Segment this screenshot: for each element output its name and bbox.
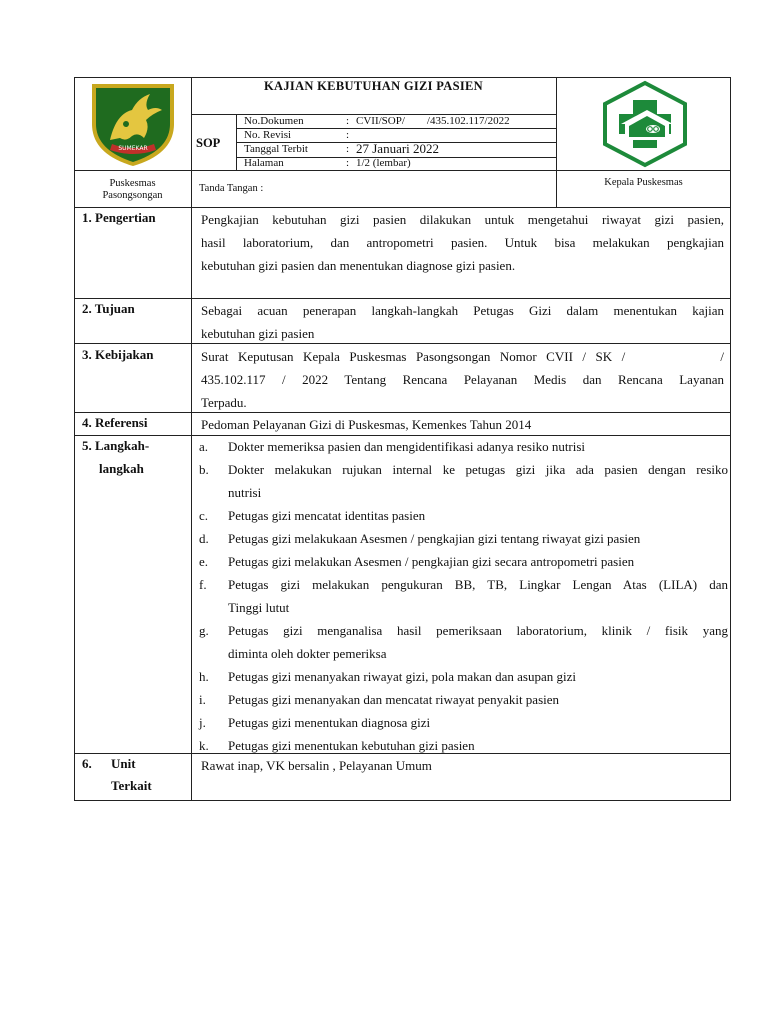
body-label-divider xyxy=(191,207,192,801)
step-letter: a. xyxy=(199,439,209,454)
step-text: Petugas gizi menanyakan riwayat gizi, pola makan dan asupan gizi xyxy=(228,669,576,684)
section-label-langkah-2: langkah xyxy=(99,461,144,476)
puskesmas-label: Puskesmas xyxy=(109,178,156,189)
step-letter: i. xyxy=(199,692,206,707)
head-of-puskesmas-label: Kepala Puskesmas xyxy=(604,177,683,188)
step-text: Dokter melakukan rujukan internal ke petugas gizi jika ada pasien dengan resiko xyxy=(228,462,728,477)
logo-ribbon-text: SUMEKAR xyxy=(118,145,148,152)
pengertian-line-2: hasil laboratorium, dan antropometri pasien. Untuk bisa melakukan pengkajian xyxy=(201,235,724,250)
step-text: Petugas gizi melakukan pengukuran BB, TB, Lingkar Lengan Atas (LILA) dan xyxy=(228,577,728,592)
step-letter: b. xyxy=(199,462,209,477)
pemkab-sumenep-logo-icon xyxy=(86,80,180,168)
step-letter: f. xyxy=(199,577,207,592)
doc-number-sep: : xyxy=(346,115,350,127)
step-text: Petugas gizi menanyakan dan mencatat riwayat penyakit pasien xyxy=(228,692,560,707)
section-label-unit-2: Terkait xyxy=(111,778,152,793)
doc-number-value: CVII/SOP/ /435.102.117/2022 xyxy=(356,115,510,127)
step-text: Petugas gizi menganalisa hasil pemeriksaan laboratorium, klinik / fisik yang xyxy=(228,623,728,638)
header-border-right xyxy=(730,77,731,208)
header-divider-1 xyxy=(191,77,192,208)
page-value: 1/2 (lembar) xyxy=(356,157,411,169)
step-letter: c. xyxy=(199,508,209,523)
step-text: Petugas gizi melakukaan Asesmen / pengkajian gizi tentang riwayat gizi pasien xyxy=(228,531,641,546)
step-letter: d. xyxy=(199,531,209,546)
header-divider-2 xyxy=(556,77,557,208)
referensi-text: Pedoman Pelayanan Gizi di Puskesmas, Kemenkes Tahun 2014 xyxy=(201,417,532,432)
section-label-unit-1: Unit xyxy=(111,756,136,771)
section-label-pengertian: 1. Pengertian xyxy=(82,210,156,225)
doc-number-label: No.Dokumen xyxy=(244,115,304,127)
page-label: Halaman xyxy=(244,157,284,169)
steps-list xyxy=(199,436,729,752)
step-text: diminta oleh dokter pemeriksa xyxy=(228,646,387,661)
tujuan-line-1: Sebagai acuan penerapan langkah-langkah Petugas Gizi dalam menentukan kajian xyxy=(201,303,724,318)
step-text: Petugas gizi mencatat identitas pasien xyxy=(228,508,426,523)
puskesmas-name: Pasongsongan xyxy=(102,190,163,201)
issue-date-sep: : xyxy=(346,143,350,155)
body-border-bottom xyxy=(74,800,731,801)
tujuan-line-2: kebutuhan gizi pasien xyxy=(201,326,315,341)
step-letter: e. xyxy=(199,554,209,569)
signature-label: Tanda Tangan : xyxy=(199,183,264,194)
step-letter: g. xyxy=(199,623,209,638)
body-border-left xyxy=(74,207,75,801)
page-sep: : xyxy=(346,157,350,169)
step-text: Petugas gizi menentukan kebutuhan gizi pasien xyxy=(228,738,475,753)
document-title: KAJIAN KEBUTUHAN GIZI PASIEN xyxy=(264,79,483,93)
section-label-referensi: 4. Referensi xyxy=(82,415,148,430)
pengertian-line-3: kebutuhan gizi pasien dan menentukan diagnose gizi pasien. xyxy=(201,258,516,273)
issue-date-label: Tanggal Terbit xyxy=(244,143,308,155)
kebijakan-line-1: Surat Keputusan Kepala Puskesmas Pasongsongan Nomor CVII / SK / / xyxy=(201,349,724,364)
revision-label: No. Revisi xyxy=(244,129,292,141)
section-label-langkah-1: 5. Langkah- xyxy=(82,438,150,453)
revision-sep: : xyxy=(346,129,350,141)
step-text: Petugas gizi melakukan Asesmen / pengkajian gizi secara antropometri pasien xyxy=(228,554,635,569)
unit-text: Rawat inap, VK bersalin , Pelayanan Umum xyxy=(201,758,432,773)
puskesmas-logo-icon xyxy=(599,80,691,168)
section-label-unit-number: 6. xyxy=(82,756,92,771)
step-letter: k. xyxy=(199,738,209,753)
step-text: Tinggi lutut xyxy=(228,600,290,615)
kebijakan-line-3: Terpadu. xyxy=(201,395,247,410)
header-border-top xyxy=(74,77,731,78)
step-text: Dokter memeriksa pasien dan mengidentifikasi adanya resiko nutrisi xyxy=(228,439,586,454)
kebijakan-line-2: 435.102.117 / 2022 Tentang Rencana Pelayanan Medis dan Rencana Layanan xyxy=(201,372,724,387)
body-border-right xyxy=(730,207,731,801)
step-text: nutrisi xyxy=(228,485,262,500)
issue-date-value: 27 Januari 2022 xyxy=(356,141,440,156)
step-letter: h. xyxy=(199,669,209,684)
pengertian-line-1: Pengkajian kebutuhan gizi pasien dilakukan untuk mengetahui riwayat gizi pasien, xyxy=(201,212,724,227)
section-label-tujuan: 2. Tujuan xyxy=(82,301,135,316)
sop-label: SOP xyxy=(196,136,221,150)
step-text: Petugas gizi menentukan diagnosa gizi xyxy=(228,715,431,730)
step-letter: j. xyxy=(199,715,206,730)
header-border-mid xyxy=(74,170,731,171)
section-label-kebijakan: 3. Kebijakan xyxy=(82,347,154,362)
